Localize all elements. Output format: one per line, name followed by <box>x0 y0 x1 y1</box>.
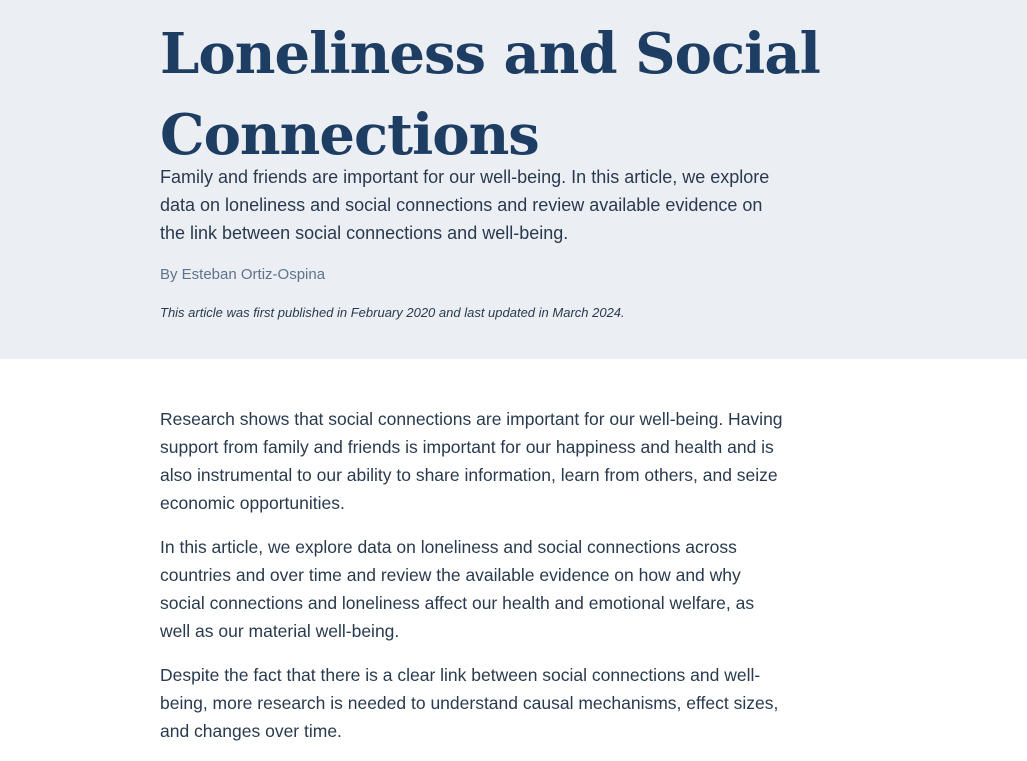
article-body <box>160 405 785 761</box>
article-title: Loneliness and Social Connections <box>160 21 820 168</box>
publication-note: This article was first published in February 2020 and last updated in March 2024. <box>160 305 625 320</box>
author-byline: By Esteban Ortiz-Ospina <box>160 266 326 283</box>
body-paragraph: Research shows that social connections are important for our well-being. Having support from family and friends is important for our happiness and health and is also instrumental to our ability to share information, learn from others, and seize economic opportunities. <box>160 409 783 513</box>
article-header <box>0 0 1027 359</box>
body-paragraph: Despite the fact that there is a clear link between social connections and well-being, more research is needed to understand causal mechanisms, effect sizes, and changes over time. <box>160 665 779 741</box>
body-paragraph: In this article, we explore data on loneliness and social connections across countries and over time and review the available evidence on how and why social connections and loneliness affect our health and emotional welfare, as well as our material well-being. <box>160 537 755 641</box>
article-subtitle: Family and friends are important for our well-being. In this article, we explore data on loneliness and social connections and review available evidence on the link between social connections and well-being. <box>160 167 770 243</box>
